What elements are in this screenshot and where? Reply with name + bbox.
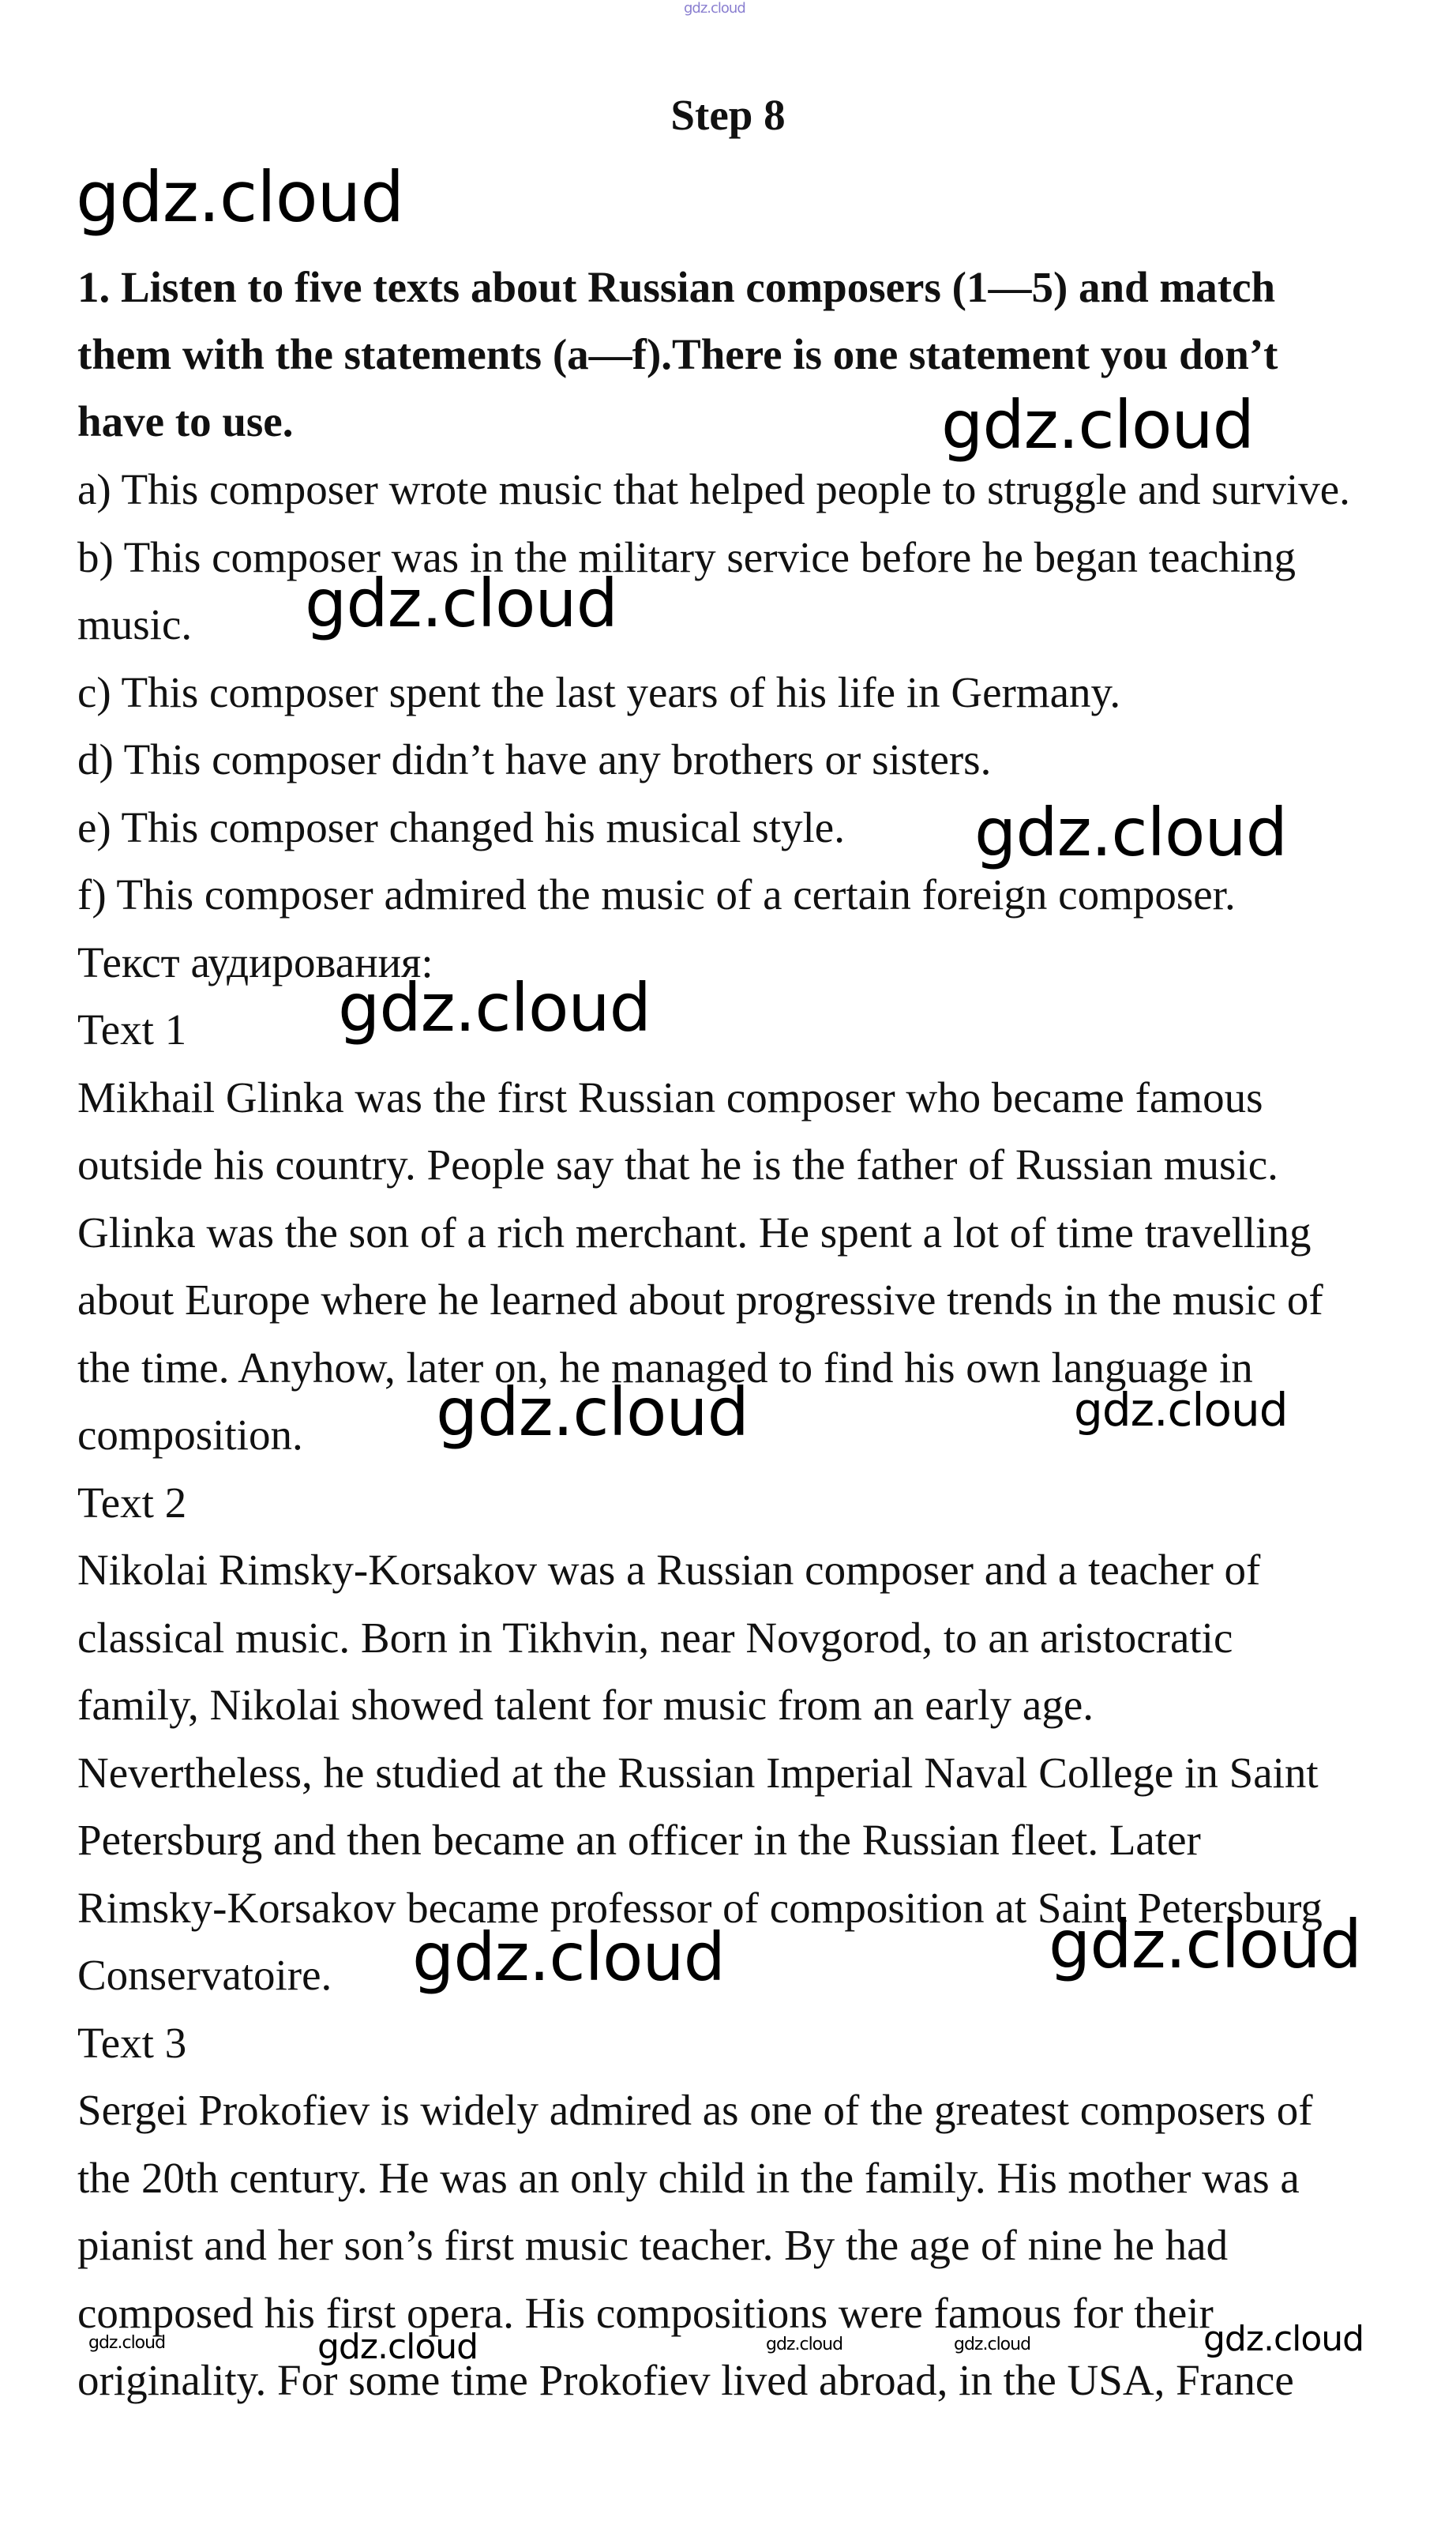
text2-line: Conservatoire.	[77, 1951, 332, 1999]
statement-c: c) This composer spent the last years of his life in Germany.	[77, 668, 1121, 716]
text3-line: composed his first opera. His compositions were famous for their	[77, 2289, 1214, 2337]
watermark: gdz.cloud	[305, 565, 617, 642]
text2-line: Nevertheless, he studied at the Russian Imperial Naval College in Saint	[77, 1749, 1319, 1797]
watermark: gdz.cloud	[412, 1918, 725, 1996]
watermark: gdz.cloud	[88, 2333, 166, 2353]
text1-line: Mikhail Glinka was the first Russian composer who became famous	[77, 1073, 1263, 1122]
text1-line: Glinka was the son of a rich merchant. He spent a lot of time travelling	[77, 1208, 1312, 1257]
watermark: gdz.cloud	[1074, 1383, 1288, 1437]
watermark: gdz.cloud	[1049, 1906, 1361, 1983]
transcript-heading: Текст аудирования:	[77, 938, 433, 986]
text2-label: Text 2	[77, 1479, 187, 1527]
watermark: gdz.cloud	[1203, 2319, 1364, 2359]
watermark-top: gdz.cloud	[684, 0, 745, 17]
text3-line: the 20th century. He was an only child in the family. His mother was a	[77, 2154, 1300, 2202]
text3-line: pianist and her son’s first music teacher. By the age of nine he had	[77, 2221, 1229, 2269]
watermark: gdz.cloud	[76, 156, 404, 238]
watermark: gdz.cloud	[317, 2327, 478, 2367]
instruction-line-1: 1. Listen to five texts about Russian composers (1—5) and match	[77, 263, 1276, 311]
instruction-line-2: them with the statements (a—f).There is one statement you don’t	[77, 330, 1278, 378]
watermark: gdz.cloud	[954, 2335, 1031, 2354]
text1-line: the time. Anyhow, later on, he managed to find his own language in	[77, 1343, 1253, 1392]
watermark: gdz.cloud	[436, 1373, 749, 1451]
text2-line: classical music. Born in Tikhvin, near Novgorod, to an aristocratic	[77, 1614, 1233, 1662]
text2-line: Rimsky-Korsakov became professor of composition at Saint Petersburg	[77, 1884, 1323, 1932]
text2-line: Petersburg and then became an officer in the Russian fleet. Later	[77, 1816, 1201, 1864]
text1-line: composition.	[77, 1411, 303, 1459]
watermark: gdz.cloud	[766, 2335, 843, 2354]
statement-b-continued: music.	[77, 600, 193, 648]
text1-line: outside his country. People say that he is the father of Russian music.	[77, 1140, 1278, 1189]
statement-b: b) This composer was in the military service before he began teaching	[77, 533, 1297, 581]
statement-f: f) This composer admired the music of a certain foreign composer.	[77, 870, 1236, 919]
page-title: Step 8	[670, 91, 786, 139]
text3-line: Sergei Prokofiev is widely admired as one of the greatest composers of	[77, 2086, 1313, 2134]
watermark: gdz.cloud	[941, 386, 1254, 464]
watermark: gdz.cloud	[974, 794, 1287, 871]
instruction-line-3: have to use.	[77, 397, 294, 445]
watermark: gdz.cloud	[338, 969, 651, 1046]
statement-a: a) This composer wrote music that helped people to struggle and survive.	[77, 465, 1350, 513]
text1-label: Text 1	[77, 1005, 187, 1054]
statement-e: e) This composer changed his musical style.	[77, 803, 845, 851]
text1-line: about Europe where he learned about progressive trends in the music of	[77, 1276, 1323, 1324]
text2-line: family, Nikolai showed talent for music from an early age.	[77, 1681, 1094, 1729]
statement-d: d) This composer didn’t have any brothers or sisters.	[77, 735, 992, 783]
text2-line: Nikolai Rimsky-Korsakov was a Russian composer and a teacher of	[77, 1546, 1261, 1594]
text3-label: Text 3	[77, 2019, 187, 2067]
text3-line: originality. For some time Prokofiev lived abroad, in the USA, France	[77, 2356, 1294, 2404]
